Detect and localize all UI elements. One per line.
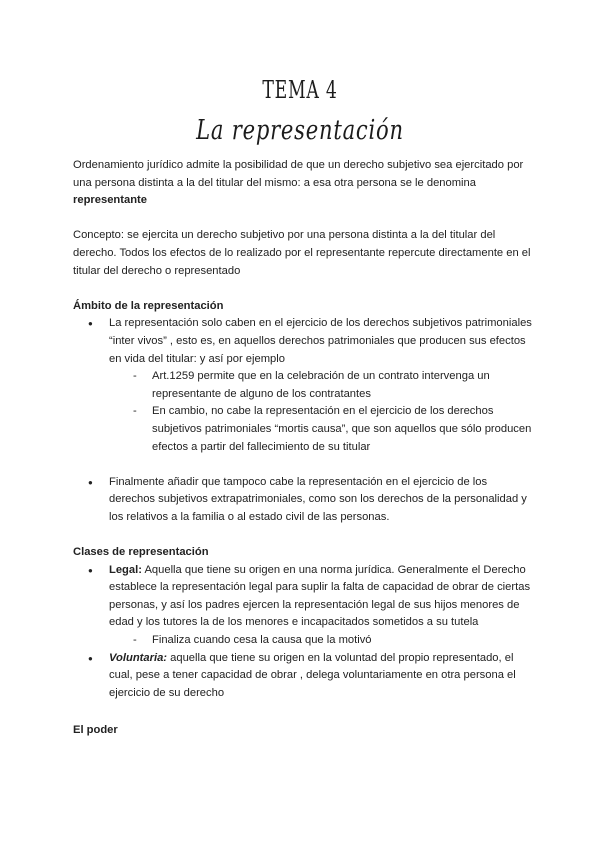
poder-heading: El poder — [73, 724, 118, 737]
ambito-sub-1: - Art.1259 permite que en la celebración de un contrato intervenga un representante de alguno de los contratantes — [145, 368, 533, 403]
ambito-list — [73, 315, 533, 456]
legal-sub: - Finaliza cuando cesa la causa que la motivó — [145, 632, 533, 650]
legal-sublist — [109, 632, 533, 650]
clases-heading: Clases de representación — [73, 546, 209, 559]
document-body — [73, 157, 533, 740]
voluntaria-text: aquella que tiene su origen en la voluntad del propio representado, el cual, pese a tener capacidad de obrar , delega voluntariamente en otra persona el ejercicio de su derecho — [109, 651, 516, 699]
ambito-list-2 — [73, 474, 533, 527]
clases-list — [73, 562, 533, 703]
list-item — [73, 315, 533, 456]
legal-text: Aquella que tiene su origen en una norma jurídica. Generalmente el Derecho establece la representación legal para suplir la falta de capacidad de obrar de ciertas personas, y así los padres ejercen la representación legal de sus hijos menores de edad y los tutores la de los menores e incapacitados sometidos a su tutela — [109, 563, 531, 629]
ambito-heading: Ámbito de la representación — [73, 299, 224, 312]
intro-bold-term: representante — [73, 194, 147, 207]
ambito-sublist — [109, 368, 533, 456]
voluntaria-label: Voluntaria: — [109, 651, 168, 664]
title-line-1: TEMA 4 — [262, 76, 338, 104]
intro-paragraph — [73, 157, 533, 210]
concept-paragraph: Concepto: se ejercita un derecho subjetivo por una persona distinta a la del titular del derecho. Todos los efectos de lo realizado por el representante repercute directamente en el titular del derecho o representado — [73, 229, 531, 277]
intro-text: Ordenamiento jurídico admite la posibilidad de que un derecho subjetivo sea ejercitado por una persona distinta a la del titular del mismo: a esa otra persona se le denomina — [73, 159, 524, 189]
legal-label: Legal: — [109, 563, 142, 576]
title-line-2: La representación — [196, 115, 404, 146]
ambito-sub-2: - En cambio, no cabe la representación en el ejercicio de los derechos subjetivos patrimoniales “mortis causa”, que son aquellos que sólo producen efectos a partir del fallecimiento de su titular — [145, 403, 533, 456]
ambito-bullet-1: La representación solo caben en el ejercicio de los derechos subjetivos patrimoniales “inter vivos” , esto es, en aquellos derechos patrimoniales que producen sus efectos en vida del titular: y así por ejemplo — [109, 317, 532, 365]
ambito-bullet-2: ● Finalmente añadir que tampoco cabe la representación en el ejercicio de los derechos subjetivos extrapatrimoniales, como son los derechos de la personalidad y los relativos a la familia o al estado civil de las personas. — [73, 474, 533, 527]
list-item — [73, 650, 533, 703]
list-item — [73, 562, 533, 650]
